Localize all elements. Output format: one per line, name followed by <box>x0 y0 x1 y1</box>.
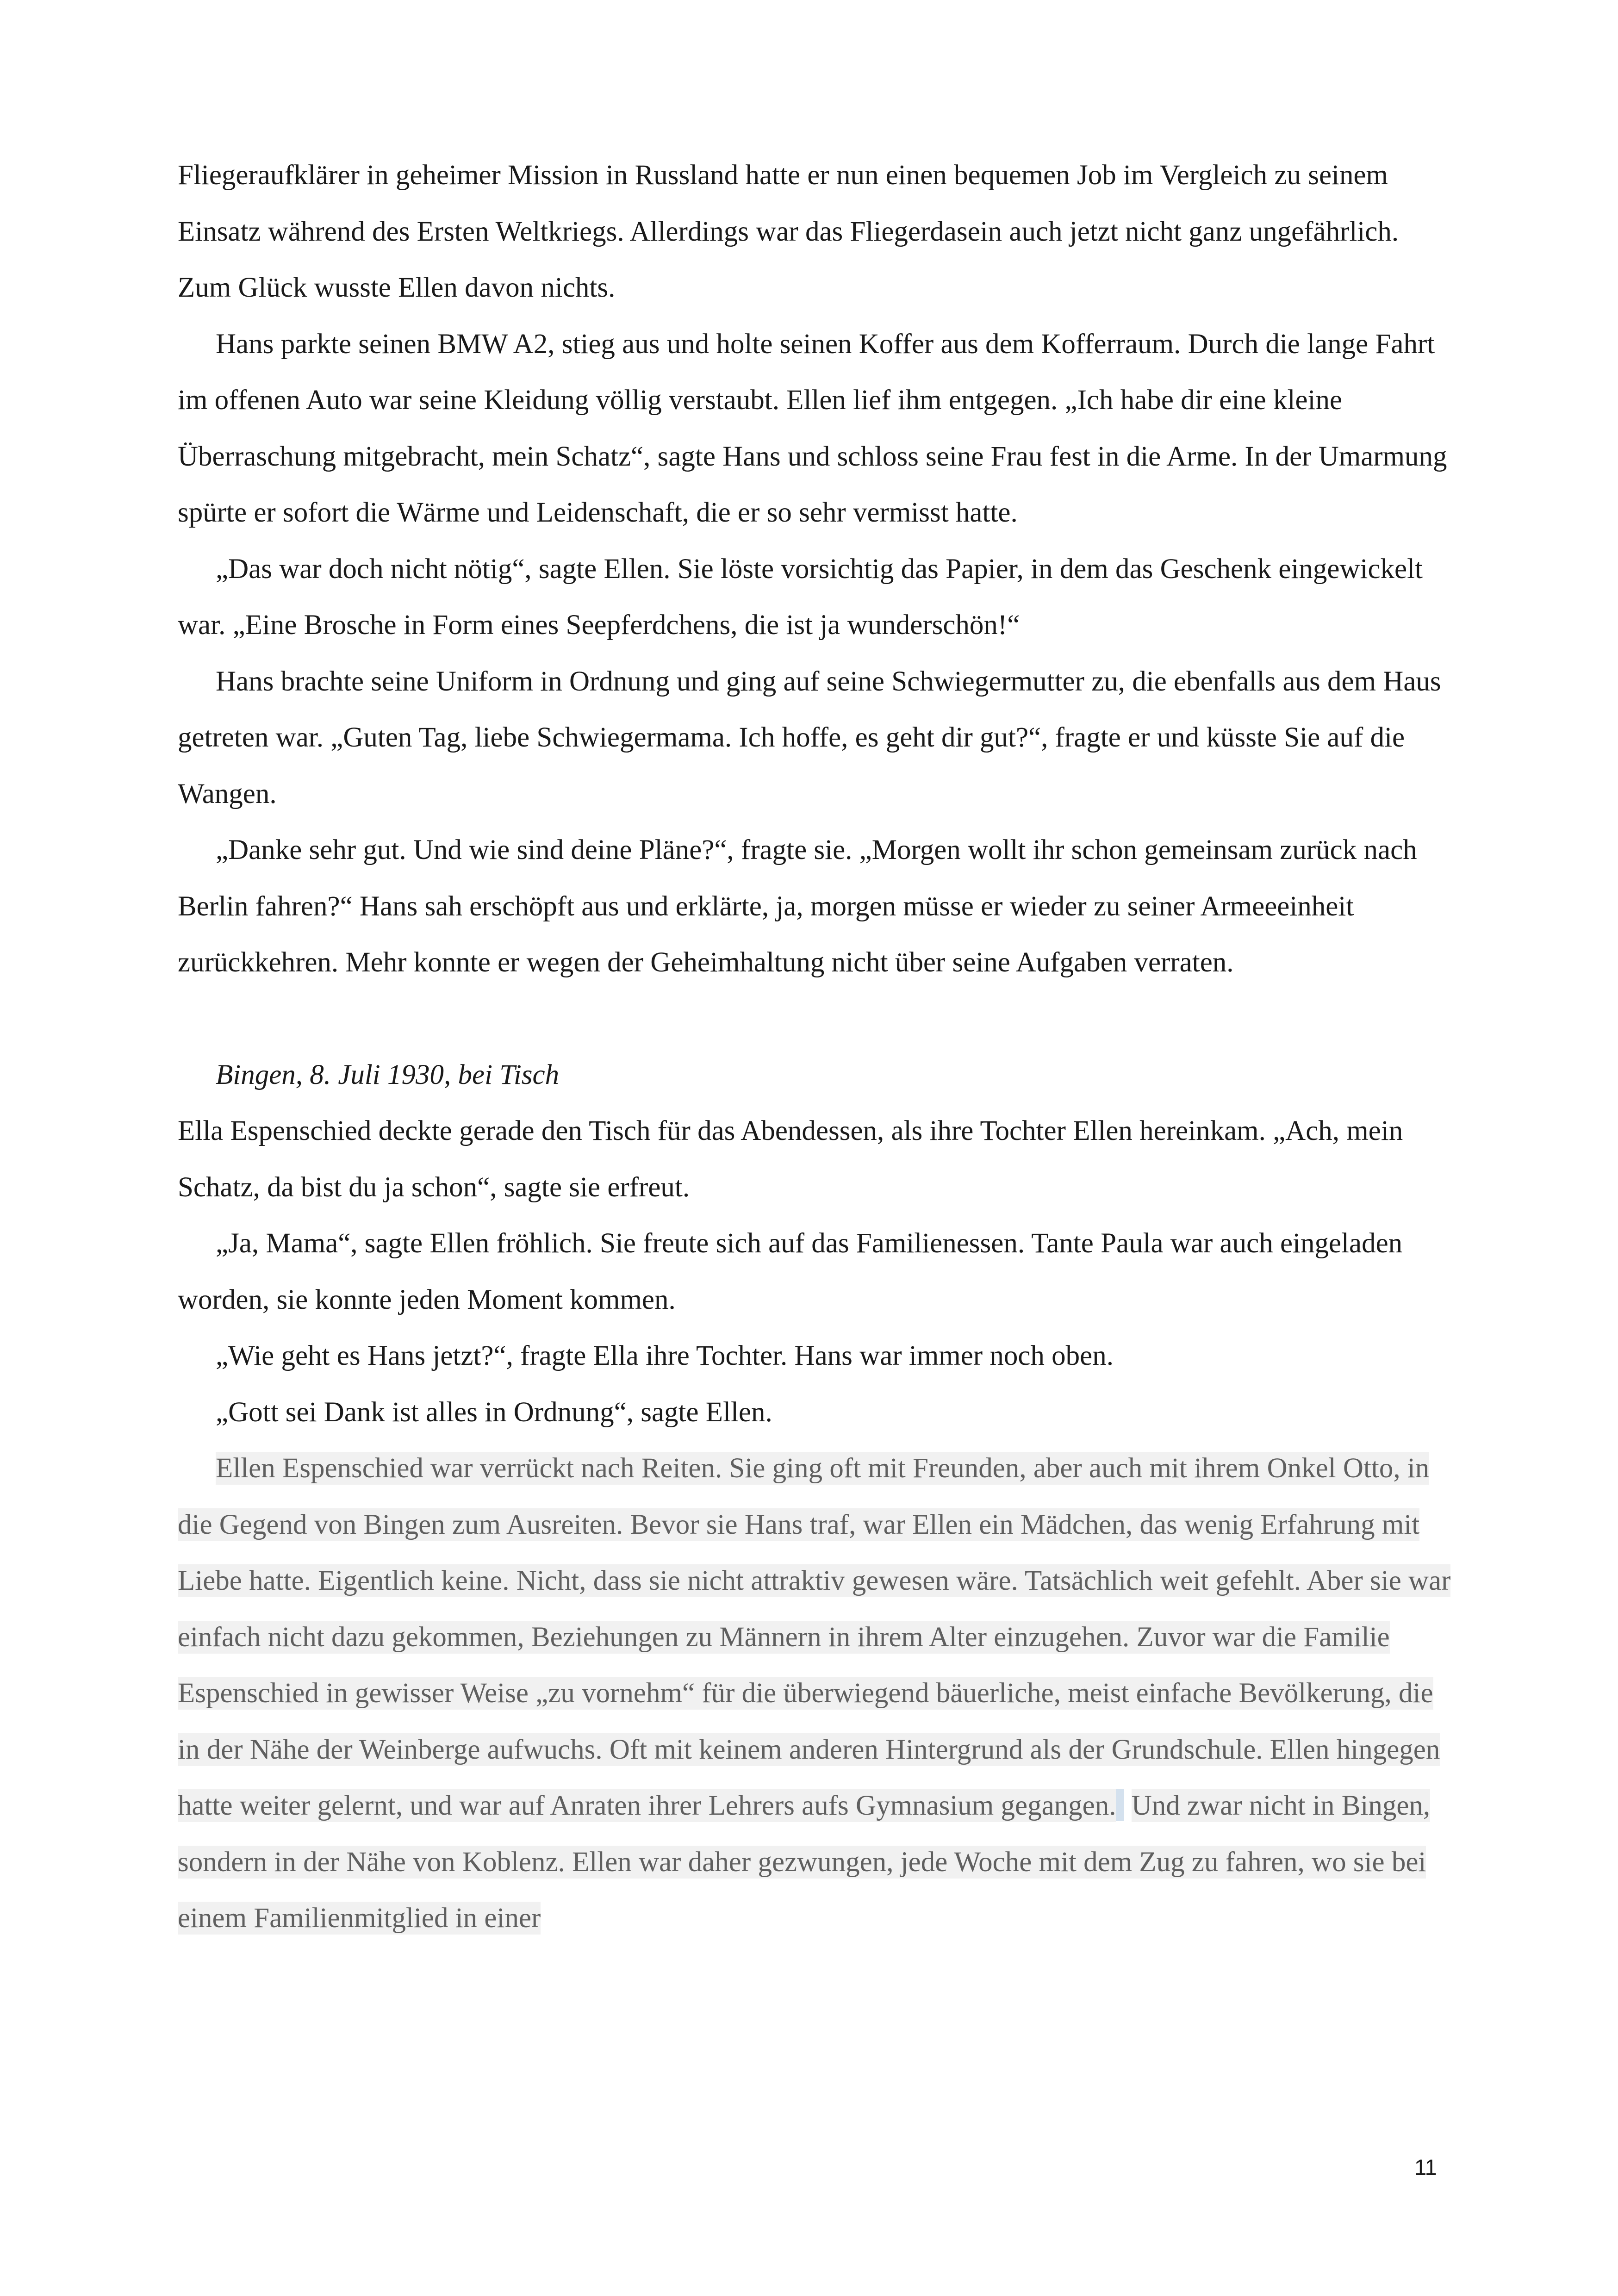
highlighted-text-after-cursor: Und zwar nicht in Bingen, sondern in der Nähe von Koblenz. Ellen war daher gezwungen, jede Woche mit dem Zug zu fahren, wo sie bei einem Familienmitglied in einer <box>178 1790 1431 1934</box>
paragraph-top-1: Fliegeraufklärer in geheimer Mission in Russland hatte er nun einen bequemen Job im Vergleich zu seinem Einsatz während des Ersten Weltkriegs. Allerdings war das Fliegerdasein auch jetzt nicht ganz ungefährlich. Zum Glück wusste Ellen davon nichts. <box>178 160 1399 303</box>
highlighted-paragraph[interactable] <box>178 1440 1455 1947</box>
paragraph-bottom-2: „Ja, Mama“, sagte Ellen fröhlich. Sie freute sich auf das Familienessen. Tante Paula war auch eingeladen worden, sie konnte jeden Moment kommen. <box>178 1228 1403 1315</box>
paragraph-bottom-1: Ella Espenschied deckte gerade den Tisch für das Abendessen, als ihre Tochter Ellen hereinkam. „Ach, mein Schatz, da bist du ja schon“, sagte sie erfreut. <box>178 1115 1403 1203</box>
paragraph-top-3: „Das war doch nicht nötig“, sagte Ellen. Sie löste vorsichtig das Papier, in dem das Geschenk eingewickelt war. „Eine Brosche in Form eines Seepferdchens, die ist ja wunderschön!“ <box>178 553 1423 641</box>
page-number: 11 <box>1414 2155 1437 2179</box>
section-spacer <box>178 991 1455 1047</box>
paragraph-top-5: „Danke sehr gut. Und wie sind deine Pläne?“, fragte sie. „Morgen wollt ihr schon gemeinsam zurück nach Berlin fahren?“ Hans sah erschöpft aus und erklärte, ja, morgen müsse er wieder zu seiner Armeeeinheit zurückkehren. Mehr konnte er wegen der Geheimhaltung nicht über seine Aufgaben verraten. <box>178 834 1417 978</box>
highlighted-text-before-cursor: Ellen Espenschied war verrückt nach Reiten. Sie ging oft mit Freunden, aber auch mit ihrem Onkel Otto, in die Gegend von Bingen zum Ausreiten. Bevor sie Hans traf, war Ellen ein Mädchen, das wenig Erfahrung mit Liebe hatte. Eigentlich keine. Nicht, dass sie nicht attraktiv gewesen wäre. Tatsächlich weit gefehlt. Aber sie war einfach nicht dazu gekommen, Beziehungen zu Männern in ihrem Alter einzugehen. Zuvor war die Familie Espenschied in gewisser Weise „zu vornehm“ für die überwiegend bäuerliche, meist einfache Bevölkerung, die in der Nähe der Weinberge aufwuchs. Oft mit keinem anderen Hintergrund als der Grundschule. Ellen hingegen hatte weiter gelernt, und war auf Anraten ihrer Lehrers aufs Gymnasium gegangen. <box>178 1453 1451 1821</box>
document-page <box>178 147 1455 1947</box>
paragraph-bottom-4: „Gott sei Dank ist alles in Ordnung“, sagte Ellen. <box>216 1396 772 1428</box>
paragraph-bottom-3: „Wie geht es Hans jetzt?“, fragte Ella ihre Tochter. Hans war immer noch oben. <box>216 1340 1114 1371</box>
section-heading: Bingen, 8. Juli 1930, bei Tisch <box>216 1059 560 1090</box>
text-cursor-marker <box>1116 1789 1124 1821</box>
paragraph-top-2: Hans parkte seinen BMW A2, stieg aus und holte seinen Koffer aus dem Kofferraum. Durch die lange Fahrt im offenen Auto war seine Kleidung völlig verstaubt. Ellen lief ihm entgegen. „Ich habe dir eine kleine Überraschung mitgebracht, mein Schatz“, sagte Hans und schloss seine Frau fest in die Arme. In der Umarmung spürte er sofort die Wärme und Leidenschaft, die er so sehr vermisst hatte. <box>178 328 1447 528</box>
paragraph-top-4: Hans brachte seine Uniform in Ordnung und ging auf seine Schwiegermutter zu, die ebenfalls aus dem Haus getreten war. „Guten Tag, liebe Schwiegermama. Ich hoffe, es geht dir gut?“, fragte er und küsste Sie auf die Wangen. <box>178 666 1441 809</box>
